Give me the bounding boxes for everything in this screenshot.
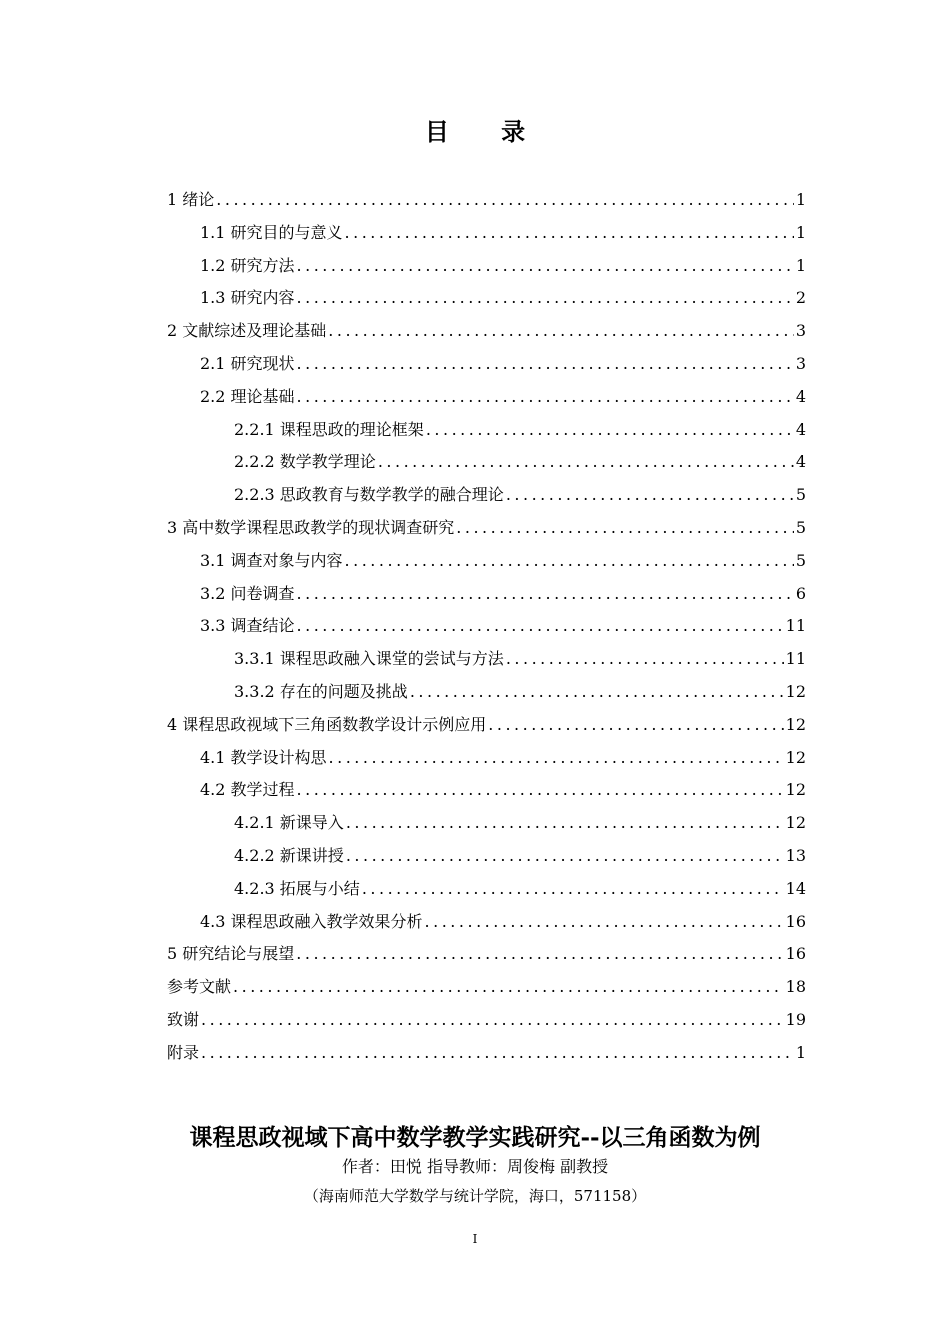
toc-dot-leader [201, 1003, 784, 1036]
toc-dot-leader [297, 249, 794, 282]
toc-entry-page: 14 [785, 878, 806, 898]
toc-dot-leader [456, 511, 794, 544]
toc-dot-leader [329, 741, 784, 774]
toc-entry-page: 11 [785, 649, 806, 669]
toc-entry-label: 4.2.1 新课导入 [234, 813, 344, 833]
toc-dot-leader [378, 445, 794, 478]
toc-entry[interactable] [0, 872, 950, 905]
toc-entry[interactable] [0, 905, 950, 938]
toc-dot-leader [297, 380, 794, 413]
toc-entry[interactable] [0, 413, 950, 446]
toc-entry-page: 2 [795, 288, 806, 308]
toc-entry[interactable] [0, 937, 950, 970]
toc-entry-label: 3.1 调查对象与内容 [200, 550, 343, 570]
toc-dot-leader [346, 806, 784, 839]
toc-entry-page: 18 [785, 977, 806, 997]
toc-entry[interactable] [0, 708, 950, 741]
toc-dot-leader [296, 937, 783, 970]
toc-entry[interactable] [0, 380, 950, 413]
toc-entry-label: 4.1 教学设计构思 [200, 747, 327, 767]
toc-entry[interactable] [0, 1036, 950, 1069]
toc-dot-leader [297, 609, 784, 642]
toc-entry-label: 3 高中数学课程思政教学的现状调查研究 [167, 518, 455, 537]
affiliation-line: （海南师范大学数学与统计学院，海口，571158） [303, 1187, 647, 1205]
toc-entry-page: 3 [795, 354, 806, 373]
toc-entry-label: 附录 [167, 1042, 200, 1062]
toc-entry-page: 3 [795, 321, 806, 341]
toc-dot-leader [297, 281, 794, 314]
toc-title: 目 录 [424, 117, 548, 146]
toc-entry-page: 4 [795, 419, 806, 439]
toc-entry[interactable] [0, 1003, 950, 1036]
toc-entry-label: 参考文献 [167, 977, 232, 997]
toc-entry-page: 12 [785, 714, 806, 734]
toc-dot-leader [233, 970, 784, 1003]
toc-entry-page: 12 [785, 682, 806, 701]
toc-entry-label: 2.2.1 课程思政的理论框架 [234, 419, 424, 439]
toc-dot-leader [346, 839, 784, 872]
toc-entry-label: 4.3 课程思政融入教学效果分析 [200, 911, 423, 931]
toc-entry-page: 12 [785, 780, 806, 800]
toc-dot-leader [201, 1036, 794, 1069]
toc-entry-label: 4.2 教学过程 [200, 780, 295, 800]
toc-entry-label: 1.1 研究目的与意义 [200, 222, 343, 242]
toc-entry-label: 1.3 研究内容 [200, 288, 295, 308]
toc-entry[interactable] [0, 216, 950, 249]
toc-entry-label: 5 研究结论与展望 [167, 944, 295, 964]
toc-entry-label: 3.3.2 存在的问题及挑战 [234, 682, 408, 701]
toc-entry-label: 2.1 研究现状 [200, 354, 295, 373]
toc-dot-leader [297, 347, 794, 380]
toc-entry[interactable] [0, 445, 950, 478]
toc-entry-page: 12 [785, 813, 806, 833]
toc-entry-label: 2.2.2 数学教学理论 [234, 452, 376, 472]
toc-entry-page: 13 [785, 846, 806, 865]
toc-entry[interactable] [0, 314, 950, 347]
toc-entry-page: 16 [785, 911, 806, 931]
toc-dot-leader [297, 773, 784, 806]
toc-entry-label: 2.2 理论基础 [200, 386, 295, 406]
toc-entry[interactable] [0, 281, 950, 314]
toc-dot-leader [506, 478, 794, 511]
toc-entry-label: 2 文献综述及理论基础 [167, 321, 327, 341]
toc-entry-page: 4 [795, 452, 806, 472]
toc-entry-label: 致谢 [167, 1010, 200, 1029]
paper-title: 课程思政视域下高中数学教学实践研究--以三角函数为例 [189, 1124, 761, 1151]
toc-entry[interactable] [0, 478, 950, 511]
toc-entry-label: 1.2 研究方法 [200, 255, 295, 275]
toc-entry-label: 3.3 调查结论 [200, 616, 295, 636]
toc-dot-leader [506, 642, 784, 675]
toc-entry-label: 2.2.3 思政教育与数学教学的融合理论 [234, 485, 504, 505]
toc-entry[interactable] [0, 577, 950, 610]
toc-entry[interactable] [0, 675, 950, 708]
toc-dot-leader [410, 675, 784, 708]
toc-entry-page: 11 [785, 616, 806, 636]
toc-entry-label: 3.2 问卷调查 [200, 583, 295, 603]
toc-entry[interactable] [0, 970, 950, 1003]
toc-entry-page: 5 [795, 550, 806, 570]
toc-entry[interactable] [0, 609, 950, 642]
page-number: I [472, 1232, 478, 1246]
toc-entry-page: 12 [785, 747, 806, 767]
toc-dot-leader [297, 577, 794, 610]
toc-entry-page: 6 [795, 583, 806, 603]
toc-entry[interactable] [0, 544, 950, 577]
toc-dot-leader [426, 413, 794, 446]
toc-entry[interactable] [0, 511, 950, 544]
toc-entry-page: 1 [795, 222, 806, 242]
toc-entry-page: 1 [795, 1042, 806, 1062]
toc-entry[interactable] [0, 741, 950, 774]
toc-entry-page: 1 [795, 190, 806, 209]
toc-dot-leader [345, 544, 794, 577]
toc-dot-leader [425, 905, 784, 938]
toc-entry-page: 16 [785, 944, 806, 964]
toc-entry[interactable] [0, 806, 950, 839]
toc-entry-label: 1 绪论 [167, 190, 215, 209]
toc-entry-label: 4.2.3 拓展与小结 [234, 878, 360, 898]
toc-entry-page: 19 [785, 1010, 806, 1029]
toc-entry[interactable] [0, 347, 950, 380]
toc-entry-page: 5 [795, 485, 806, 505]
toc-dot-leader [362, 872, 784, 905]
toc-entry-label: 4.2.2 新课讲授 [234, 846, 344, 865]
toc-entry-page: 1 [795, 255, 806, 275]
toc-dot-leader [345, 216, 794, 249]
toc-entry-label: 4 课程思政视域下三角函数教学设计示例应用 [167, 714, 487, 734]
toc-entry-page: 4 [795, 386, 806, 406]
toc-entry-label: 3.3.1 课程思政融入课堂的尝试与方法 [234, 649, 504, 669]
toc-entry[interactable] [0, 839, 950, 872]
toc-entry[interactable] [0, 249, 950, 282]
toc-dot-leader [488, 708, 783, 741]
toc-entry[interactable] [0, 183, 950, 216]
toc-entry-page: 5 [795, 518, 806, 537]
toc-dot-leader [328, 314, 794, 347]
toc-entry[interactable] [0, 773, 950, 806]
toc-dot-leader [216, 183, 794, 216]
toc-entry[interactable] [0, 642, 950, 675]
author-line: 作者：田悦 指导教师：周俊梅 副教授 [341, 1157, 609, 1176]
